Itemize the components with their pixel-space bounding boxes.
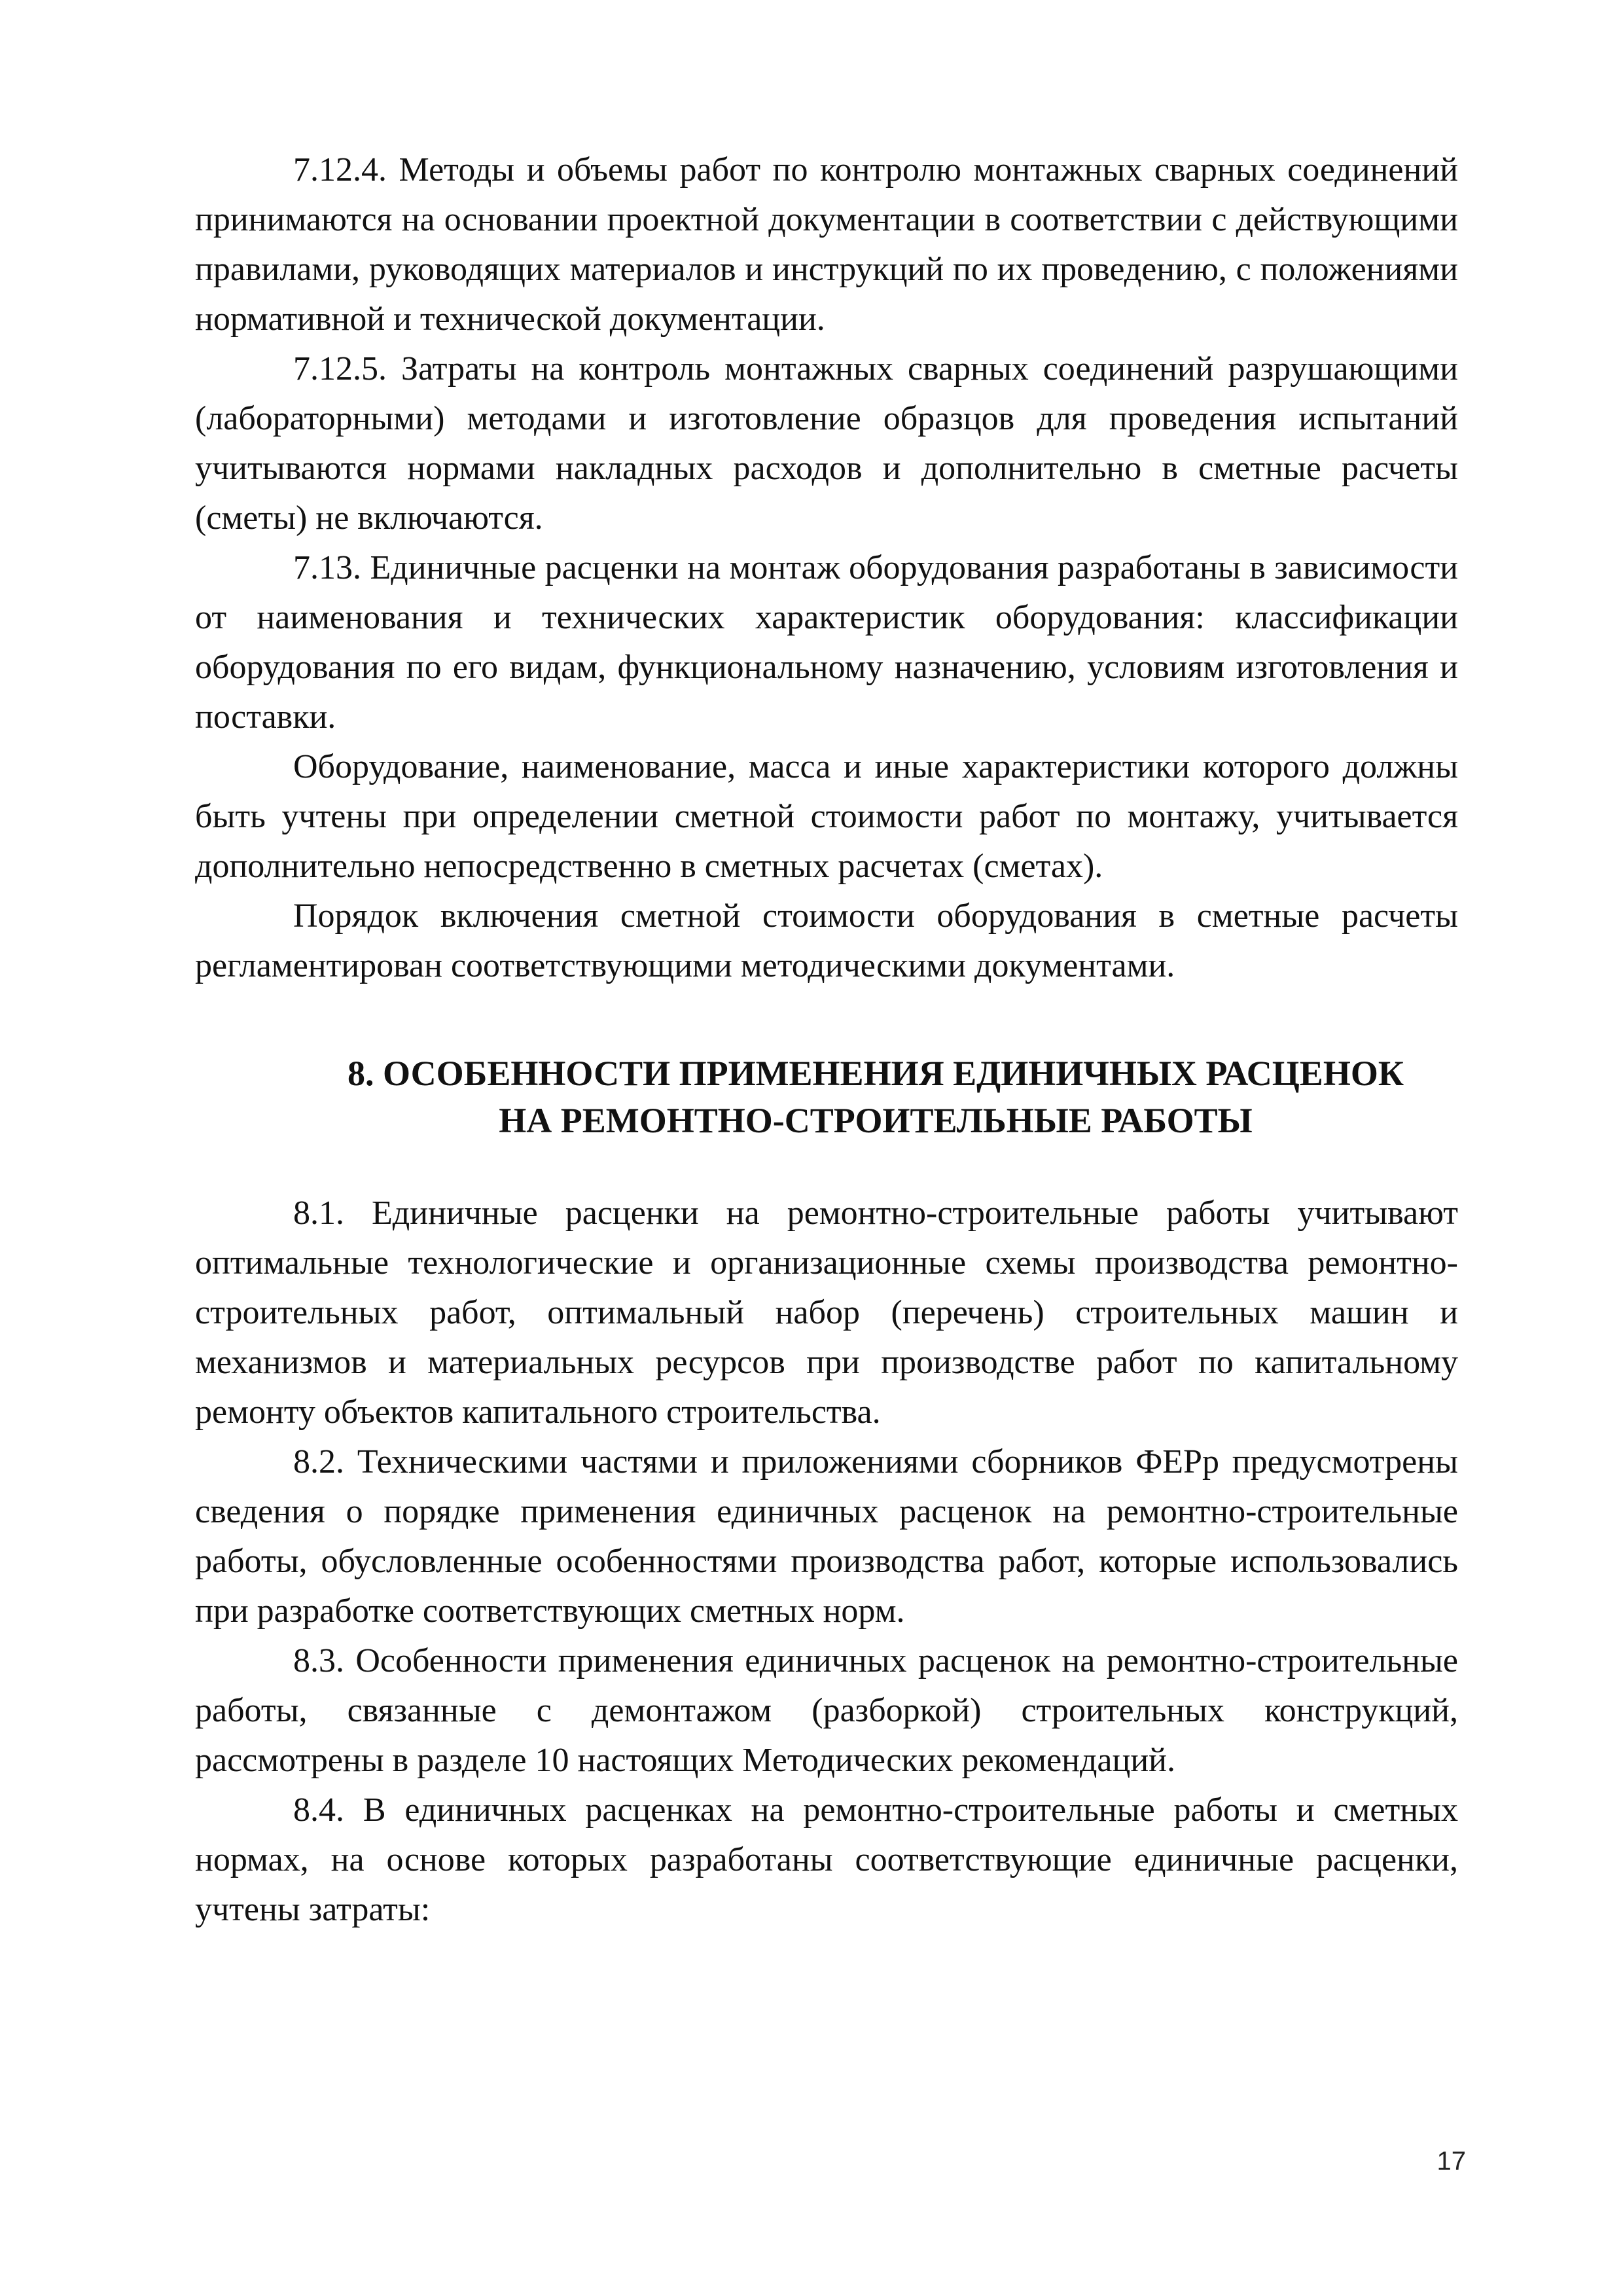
paragraph-equipment-accounting: Оборудование, наименование, масса и иные характеристики которого должны быть учтены при определении сметной стоимости работ по монтажу, учитывается дополнительно непосредственно в сметных расчетах (сметах). — [195, 748, 1458, 885]
paragraph-7-13: 7.13. Единичные расценки на монтаж оборудования разработаны в зависимости от наименования и технических характеристик оборудования: классификации оборудования по его видам, функциональному назначению, условиям изготовления и поставки. — [195, 549, 1458, 736]
paragraph-7-12-5: 7.12.5. Затраты на контроль монтажных сварных соединений разрушающими (лабораторными) методами и изготовление образцов для проведения испытаний учитываются нормами накладных расходов и дополнительно в сметные расчеты (сметы) не включаются. — [195, 350, 1458, 537]
paragraph-8-1: 8.1. Единичные расценки на ремонтно-строительные работы учитывают оптимальные технологические и организационные схемы производства ремонтно-строительных работ, оптимальный набор (перечень) строительных машин и механизмов и материальных ресурсов при производстве работ по капитальному ремонту объектов капитального строительства. — [195, 1194, 1458, 1431]
paragraph-8-4: 8.4. В единичных расценках на ремонтно-строительные работы и сметных нормах, на основе которых разработаны соответствующие единичные расценки, учтены затраты: — [195, 1791, 1458, 1928]
paragraph-8-2: 8.2. Техническими частями и приложениями сборников ФЕРр предусмотрены сведения о порядке применения единичных расценок на ремонтно-строительные работы, обусловленные особенностями производства работ, которые использовались при разработке соответствующих сметных норм. — [195, 1443, 1458, 1630]
paragraph-7-12-4: 7.12.4. Методы и объемы работ по контролю монтажных сварных соединений принимаются на основании проектной документации в соответствии с действующими правилами, руководящих материалов и инструкций по их проведению, с положениями нормативной и технической документации. — [195, 151, 1458, 338]
paragraph-8-3: 8.3. Особенности применения единичных расценок на ремонтно-строительные работы, связанные с демонтажом (разборкой) строительных конструкций, рассмотрены в разделе 10 настоящих Методических рекомендаций. — [195, 1642, 1458, 1779]
section-8-heading-line-1: 8. ОСОБЕННОСТИ ПРИМЕНЕНИЯ ЕДИНИЧНЫХ РАСЦЕНОК — [348, 1054, 1404, 1093]
section-8-heading-line-2: НА РЕМОНТНО-СТРОИТЕЛЬНЫЕ РАБОТЫ — [499, 1101, 1253, 1140]
page-number: 17 — [1436, 2147, 1466, 2176]
document-page — [195, 145, 1458, 1935]
section-8-heading — [195, 1050, 1458, 1144]
paragraph-equipment-cost-order: Порядок включения сметной стоимости оборудования в сметные расчеты регламентирован соответствующими методическими документами. — [195, 897, 1458, 984]
